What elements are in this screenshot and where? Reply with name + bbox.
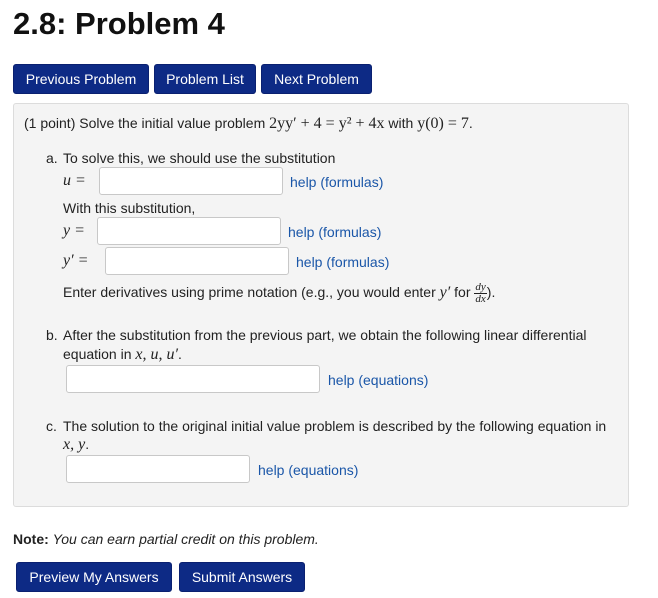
part-c-vars: x, y [63, 436, 86, 453]
partial-credit-note [13, 531, 319, 547]
part-b-line2: equation in x, u, u′. [63, 346, 182, 363]
initial-condition: y(0) = 7 [417, 115, 469, 132]
derivative-note-text: Enter derivatives using prime notation (e.g., you would enter [63, 284, 436, 301]
derivative-note [63, 282, 495, 305]
linear-equation-input[interactable] [66, 365, 320, 393]
yprime-label: y′ = [63, 252, 89, 269]
note-text: You can earn partial credit on this problem. [52, 531, 319, 547]
part-c-line1: The solution to the original initial value problem is described by the following equation in [63, 418, 607, 434]
problem-list-button[interactable]: Problem List [154, 64, 256, 94]
help-formulas-link-u[interactable]: help (formulas) [290, 174, 384, 190]
solution-equation-input[interactable] [66, 455, 250, 483]
help-formulas-link-y[interactable]: help (formulas) [288, 224, 382, 240]
submit-answers-button[interactable]: Submit Answers [179, 562, 305, 592]
part-a-marker: a. [46, 150, 58, 166]
yprime-input[interactable] [105, 247, 289, 275]
previous-problem-button[interactable]: Previous Problem [13, 64, 149, 94]
page-title: 2.8: Problem 4 [13, 6, 225, 41]
preview-answers-button[interactable]: Preview My Answers [16, 562, 172, 592]
next-problem-button[interactable]: Next Problem [261, 64, 372, 94]
u-label: u = [63, 172, 86, 189]
derivative-y-prime: y′ [439, 284, 451, 302]
part-b-line1: After the substitution from the previous part, we obtain the following linear differential [63, 327, 587, 343]
part-c-marker: c. [46, 418, 57, 434]
y-input[interactable] [97, 217, 281, 245]
part-a-text: To solve this, we should use the substitution [63, 150, 336, 166]
help-equations-link-c[interactable]: help (equations) [258, 462, 359, 478]
help-equations-link-b[interactable]: help (equations) [328, 372, 429, 388]
problem-period: . [468, 115, 473, 131]
problem-equation: 2yy′ + 4 = y² + 4x [269, 115, 385, 132]
note-label: Note: [13, 531, 49, 547]
with-substitution-text: With this substitution, [63, 200, 196, 216]
dy-dx-fraction: $\frac{dy}{dx}$ [475, 281, 486, 305]
problem-with: with [388, 115, 414, 131]
problem-points: (1 point) Solve the initial value problem [24, 115, 266, 131]
part-b-marker: b. [46, 327, 58, 343]
derivative-note-end: ). [486, 284, 496, 301]
y-label: y = [63, 222, 85, 239]
u-input[interactable] [99, 167, 283, 195]
problem-statement [24, 115, 473, 133]
help-formulas-link-yprime[interactable]: help (formulas) [296, 254, 390, 270]
part-c-line2: x, y. [63, 436, 90, 453]
derivative-for: for [454, 284, 471, 301]
part-b-vars: x, u, u′ [135, 346, 179, 363]
